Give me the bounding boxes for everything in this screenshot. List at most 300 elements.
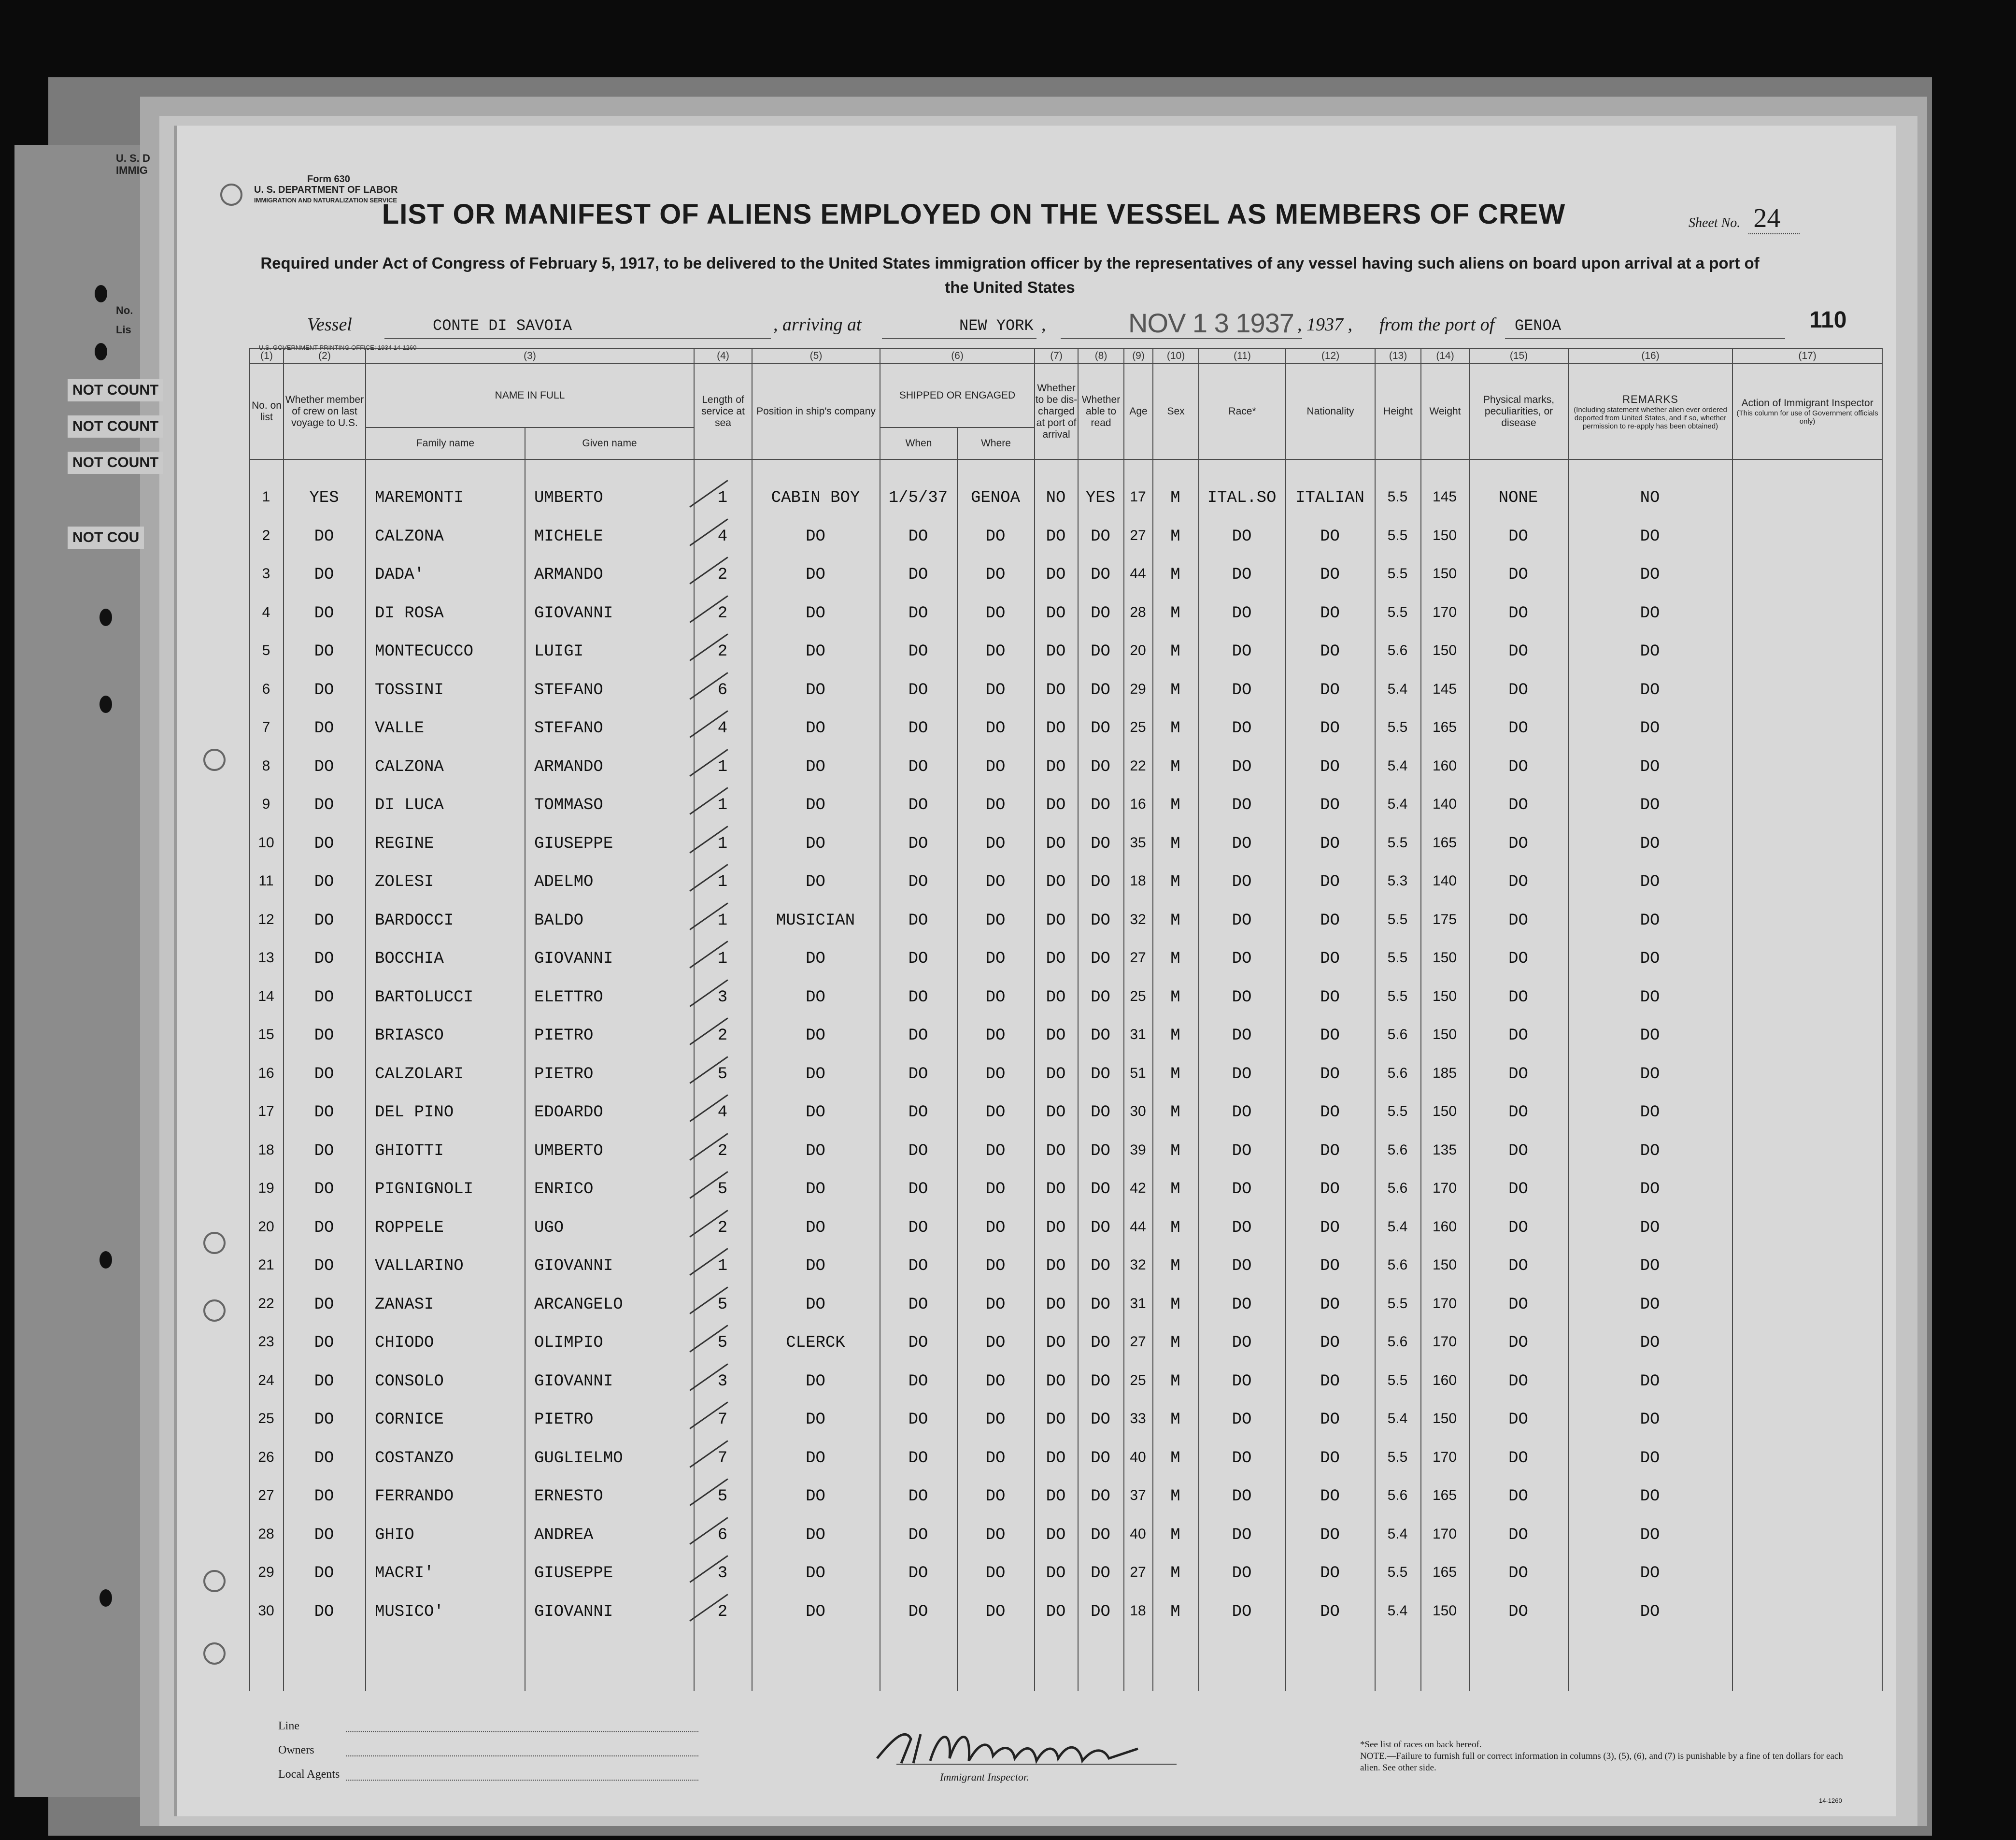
cell-nat: ITALIAN (1295, 489, 1364, 507)
cell-last: DO (314, 1257, 334, 1275)
cell-position: DO (806, 1602, 825, 1621)
cell-sex: M (1170, 566, 1180, 584)
cell-marks: DO (1508, 1103, 1528, 1122)
cell-race: DO (1232, 1334, 1252, 1352)
cell-when: DO (908, 1334, 928, 1352)
cell-sex: M (1170, 1411, 1180, 1429)
cell-race: DO (1232, 1295, 1252, 1314)
cell-age: 18 (1130, 1602, 1146, 1619)
cell-discharge: DO (1046, 1372, 1066, 1391)
cell-when: DO (908, 1180, 928, 1198)
cell-age: 22 (1130, 757, 1146, 774)
cell-where: DO (985, 1027, 1006, 1045)
cell-given: GUGLIELMO (534, 1449, 623, 1468)
col-header-where: Where (957, 428, 1035, 459)
cell-service: 4 (717, 1103, 728, 1122)
cell-marks: DO (1508, 796, 1528, 814)
cell-read: DO (1091, 1602, 1110, 1621)
cell-last: DO (314, 1218, 334, 1237)
col-header-shipped: SHIPPED OR ENGAGED (880, 364, 1035, 428)
col-9-number: (9) (1124, 348, 1153, 364)
cell-read: DO (1091, 527, 1110, 546)
cell-remarks: DO (1640, 873, 1660, 891)
cell-family: FERRANDO (375, 1487, 454, 1506)
cell-where: DO (985, 566, 1006, 584)
cell-marks: DO (1508, 1487, 1528, 1506)
col-13-number: (13) (1375, 348, 1421, 364)
col-header-nationality: Nationality (1286, 364, 1375, 459)
cell-position: DO (806, 1372, 825, 1391)
cell-nat: DO (1320, 1526, 1340, 1544)
cell-service: 4 (717, 719, 728, 738)
cell-service: 1 (717, 757, 728, 776)
table-row (249, 867, 1858, 896)
underline (1061, 338, 1302, 339)
cell-where: DO (985, 1257, 1006, 1275)
cell-given: GIOVANNI (534, 1257, 613, 1275)
cell-weight: 150 (1432, 642, 1457, 658)
cell-no: 8 (262, 757, 270, 774)
cell-when: DO (908, 1103, 928, 1122)
cell-age: 42 (1130, 1180, 1146, 1196)
cell-nat: DO (1320, 1065, 1340, 1084)
table-row (249, 1482, 1858, 1511)
cell-age: 18 (1130, 873, 1146, 889)
cell-given: TOMMASO (534, 796, 603, 814)
page-subtitle: Required under Act of Congress of February 5, 1917, to be delivered to the United States immigration officer by the representatives of any vessel having such aliens on board upon arrival at a port of the United States (260, 254, 1760, 296)
cell-nat: DO (1320, 527, 1340, 546)
cell-no: 28 (258, 1526, 274, 1542)
side-page-text: No. (116, 304, 133, 316)
cell-position: DO (806, 1411, 825, 1429)
cell-family: GHIOTTI (375, 1141, 444, 1160)
cell-where: DO (985, 1411, 1006, 1429)
cell-when: DO (908, 873, 928, 891)
cell-weight: 165 (1432, 1487, 1457, 1503)
cell-race: DO (1232, 988, 1252, 1007)
col-header-inspector-action (1732, 364, 1882, 459)
cell-last: DO (314, 1564, 334, 1583)
cell-remarks: DO (1640, 1065, 1660, 1084)
cell-given: STEFANO (534, 681, 603, 699)
cell-sex: M (1170, 950, 1180, 968)
cell-nat: DO (1320, 834, 1340, 853)
cell-marks: DO (1508, 834, 1528, 853)
cell-remarks: NO (1640, 489, 1660, 507)
table-row (249, 1059, 1858, 1088)
cell-service: 1 (717, 796, 728, 814)
cell-nat: DO (1320, 950, 1340, 968)
cell-age: 40 (1130, 1526, 1146, 1542)
cell-sex: M (1170, 1487, 1180, 1506)
cell-family: CORNICE (375, 1411, 444, 1429)
cell-given: MICHELE (534, 527, 603, 546)
cell-family: REGINE (375, 834, 434, 853)
cell-discharge: DO (1046, 566, 1066, 584)
cell-race: DO (1232, 1564, 1252, 1583)
col-16-number: (16) (1568, 348, 1732, 364)
cell-read: DO (1091, 1526, 1110, 1544)
cell-discharge: DO (1046, 1180, 1066, 1198)
cell-where: DO (985, 1103, 1006, 1122)
cell-marks: DO (1508, 911, 1528, 930)
cell-last: DO (314, 1372, 334, 1391)
cell-family: DEL PINO (375, 1103, 454, 1122)
cell-when: DO (908, 834, 928, 853)
cell-given: ARMANDO (534, 757, 603, 776)
cell-height: 5.6 (1387, 642, 1408, 658)
col-header-weight: Weight (1421, 364, 1469, 459)
cell-age: 16 (1130, 796, 1146, 812)
date-stamp: NOV 1 3 1937 (1128, 308, 1294, 338)
cell-discharge: DO (1046, 527, 1066, 546)
cell-sex: M (1170, 1257, 1180, 1275)
cell-sex: M (1170, 1449, 1180, 1468)
cell-last: DO (314, 757, 334, 776)
cell-remarks: DO (1640, 681, 1660, 699)
cell-age: 32 (1130, 1257, 1146, 1273)
col-7-number: (7) (1035, 348, 1078, 364)
cell-height: 5.5 (1387, 911, 1408, 927)
cell-height: 5.5 (1387, 1449, 1408, 1465)
not-counted-stamp: NOT COUNT (68, 379, 163, 401)
cell-given: ADELMO (534, 873, 594, 891)
cell-race: DO (1232, 1180, 1252, 1198)
cell-where: DO (985, 1065, 1006, 1084)
cell-weight: 145 (1432, 681, 1457, 697)
cell-remarks: DO (1640, 1564, 1660, 1583)
cell-nat: DO (1320, 1372, 1340, 1391)
cell-where: DO (985, 1602, 1006, 1621)
table-row (249, 1098, 1858, 1127)
cell-nat: DO (1320, 604, 1340, 623)
cell-marks: DO (1508, 1257, 1528, 1275)
cell-race: DO (1232, 1141, 1252, 1160)
cell-discharge: DO (1046, 873, 1066, 891)
cell-height: 5.6 (1387, 1334, 1408, 1350)
cell-given: GIOVANNI (534, 950, 613, 968)
cell-read: DO (1091, 757, 1110, 776)
col-header-height: Height (1375, 364, 1421, 459)
cell-remarks: DO (1640, 988, 1660, 1007)
cell-nat: DO (1320, 1334, 1340, 1352)
table-row (249, 1558, 1858, 1587)
cell-given: PIETRO (534, 1027, 594, 1045)
cell-marks: DO (1508, 1180, 1528, 1198)
cell-service: 2 (717, 1141, 728, 1160)
cell-remarks: DO (1640, 1218, 1660, 1237)
cell-sex: M (1170, 988, 1180, 1007)
not-counted-stamp: NOT COU (68, 527, 144, 549)
cell-where: DO (985, 834, 1006, 853)
cell-weight: 170 (1432, 1449, 1457, 1465)
cell-weight: 185 (1432, 1065, 1457, 1081)
cell-nat: DO (1320, 681, 1340, 699)
cell-weight: 145 (1432, 489, 1457, 505)
cell-nat: DO (1320, 719, 1340, 738)
cell-marks: DO (1508, 604, 1528, 623)
cell-when: DO (908, 911, 928, 930)
cell-no: 9 (262, 796, 270, 812)
cell-remarks: DO (1640, 566, 1660, 584)
cell-weight: 150 (1432, 527, 1457, 543)
cell-service: 5 (717, 1295, 728, 1314)
col-header-service: Length of service at sea (694, 364, 752, 459)
cell-remarks: DO (1640, 527, 1660, 546)
cell-height: 5.5 (1387, 566, 1408, 582)
cell-when: DO (908, 1564, 928, 1583)
cell-race: DO (1232, 1449, 1252, 1468)
side-page-text: U. S. D (116, 152, 150, 164)
cell-race: DO (1232, 1411, 1252, 1429)
cell-nat: DO (1320, 1295, 1340, 1314)
cell-weight: 170 (1432, 1295, 1457, 1312)
cell-family: CALZONA (375, 757, 444, 776)
cell-last: DO (314, 527, 334, 546)
cell-marks: DO (1508, 642, 1528, 661)
cell-read: DO (1091, 604, 1110, 623)
table-row (249, 483, 1858, 512)
cell-service: 2 (717, 642, 728, 661)
cell-last: DO (314, 1449, 334, 1468)
cell-position: DO (806, 1449, 825, 1468)
table-row (249, 713, 1858, 742)
cell-position: DO (806, 527, 825, 546)
cell-discharge: DO (1046, 1602, 1066, 1621)
col-11-number: (11) (1199, 348, 1286, 364)
underline (882, 338, 1036, 339)
cell-family: CALZONA (375, 527, 444, 546)
cell-height: 5.6 (1387, 1065, 1408, 1081)
cell-service: 6 (717, 681, 728, 699)
side-page-text: IMMIG (116, 164, 148, 176)
cell-discharge: DO (1046, 1334, 1066, 1352)
inspector-signature (867, 1720, 1206, 1768)
cell-when: DO (908, 1487, 928, 1506)
cell-discharge: DO (1046, 796, 1066, 814)
table-row (249, 599, 1858, 628)
cell-where: GENOA (970, 489, 1021, 507)
cell-family: MACRI' (375, 1564, 434, 1583)
cell-position: DO (806, 566, 825, 584)
cell-discharge: DO (1046, 1526, 1066, 1544)
cell-service: 1 (717, 834, 728, 853)
cell-age: 20 (1130, 642, 1146, 658)
cell-discharge: DO (1046, 1487, 1066, 1506)
cell-no: 18 (258, 1141, 274, 1158)
cell-family: COSTANZO (375, 1449, 454, 1468)
cell-nat: DO (1320, 796, 1340, 814)
cell-last: DO (314, 834, 334, 853)
cell-where: DO (985, 1295, 1006, 1314)
cell-read: DO (1091, 1027, 1110, 1045)
cell-last: DO (314, 681, 334, 699)
cell-sex: M (1170, 1602, 1180, 1621)
cell-where: DO (985, 1180, 1006, 1198)
cell-given: STEFANO (534, 719, 603, 738)
cell-service: 1 (717, 873, 728, 891)
cell-height: 5.6 (1387, 1027, 1408, 1042)
cell-weight: 175 (1432, 911, 1457, 927)
cell-age: 35 (1130, 834, 1146, 851)
cell-remarks: DO (1640, 1257, 1660, 1275)
col-15-number: (15) (1469, 348, 1568, 364)
cell-marks: DO (1508, 1141, 1528, 1160)
cell-weight: 165 (1432, 1564, 1457, 1580)
cell-race: DO (1232, 604, 1252, 623)
cell-given: ARCANGELO (534, 1295, 623, 1314)
cell-last: DO (314, 1526, 334, 1544)
cell-discharge: NO (1046, 489, 1066, 507)
cell-read: DO (1091, 1487, 1110, 1506)
cell-no: 12 (258, 911, 274, 927)
cell-height: 5.6 (1387, 1141, 1408, 1158)
cell-age: 27 (1130, 1334, 1146, 1350)
cell-family: CONSOLO (375, 1372, 444, 1391)
remarks-title: REMARKS (1622, 393, 1678, 405)
table-row (249, 1251, 1858, 1280)
cell-weight: 165 (1432, 834, 1457, 851)
cell-marks: DO (1508, 1449, 1528, 1468)
cell-where: DO (985, 642, 1006, 661)
cell-no: 27 (258, 1487, 274, 1503)
col-17-number: (17) (1732, 348, 1882, 364)
cell-marks: DO (1508, 1065, 1528, 1084)
cell-given: BALDO (534, 911, 584, 930)
cell-race: DO (1232, 1602, 1252, 1621)
cell-height: 5.4 (1387, 1411, 1408, 1426)
cell-age: 27 (1130, 527, 1146, 543)
cell-discharge: DO (1046, 719, 1066, 738)
cell-last: DO (314, 1602, 334, 1621)
cell-nat: DO (1320, 1103, 1340, 1122)
cell-service: 3 (717, 988, 728, 1007)
cell-when: DO (908, 988, 928, 1007)
side-page-text: Lis (116, 324, 131, 336)
col-header-remarks (1568, 364, 1732, 459)
col-header-sex: Sex (1153, 364, 1199, 459)
cell-height: 5.4 (1387, 1602, 1408, 1619)
cell-service: 1 (717, 950, 728, 968)
cell-discharge: DO (1046, 642, 1066, 661)
line-label: Line (278, 1720, 299, 1732)
page-title: LIST OR MANIFEST OF ALIENS EMPLOYED ON THE VESSEL AS MEMBERS OF CREW (382, 199, 1566, 230)
cell-family: DADA' (375, 566, 425, 584)
punch-hole (99, 696, 112, 713)
form-number: Form 630 (307, 174, 350, 185)
cell-read: DO (1091, 1564, 1110, 1583)
cell-age: 39 (1130, 1141, 1146, 1158)
cell-discharge: DO (1046, 1141, 1066, 1160)
cell-no: 19 (258, 1180, 274, 1196)
cell-when: 1/5/37 (888, 489, 948, 507)
cell-family: ROPPELE (375, 1218, 444, 1237)
cell-where: DO (985, 950, 1006, 968)
cell-sex: M (1170, 489, 1180, 507)
cell-service: 3 (717, 1372, 728, 1391)
cell-no: 4 (262, 604, 270, 620)
manifest-sheet (174, 126, 1896, 1816)
cell-no: 16 (258, 1065, 274, 1081)
cell-discharge: DO (1046, 1027, 1066, 1045)
cell-sex: M (1170, 1141, 1180, 1160)
cell-last: DO (314, 911, 334, 930)
col-header-position: Position in ship's company (752, 364, 880, 459)
punch-hole (99, 609, 112, 626)
cell-nat: DO (1320, 1564, 1340, 1583)
cell-service: 1 (717, 911, 728, 930)
col-4-number: (4) (694, 348, 752, 364)
sheet-number-label: Sheet No. (1689, 215, 1741, 230)
table-row (249, 983, 1858, 1012)
cell-discharge: DO (1046, 834, 1066, 853)
inspector-action-title: Action of Immigrant Inspector (1741, 398, 1874, 409)
cell-weight: 160 (1432, 757, 1457, 774)
cell-remarks: DO (1640, 1487, 1660, 1506)
cell-when: DO (908, 1602, 928, 1621)
cell-where: DO (985, 1141, 1006, 1160)
cell-remarks: DO (1640, 719, 1660, 738)
cell-no: 21 (258, 1257, 274, 1273)
cell-last: DO (314, 604, 334, 623)
table-row (249, 1290, 1858, 1319)
cell-height: 5.4 (1387, 1526, 1408, 1542)
cell-read: DO (1091, 834, 1110, 853)
cell-no: 5 (262, 642, 270, 658)
from-port-label: from the port of (1379, 314, 1495, 335)
cell-weight: 160 (1432, 1372, 1457, 1388)
cell-sex: M (1170, 757, 1180, 776)
cell-nat: DO (1320, 911, 1340, 930)
cell-sex: M (1170, 1564, 1180, 1583)
cell-race: DO (1232, 681, 1252, 699)
inspector-label: Immigrant Inspector. (940, 1771, 1029, 1783)
cell-last: YES (309, 489, 339, 507)
cell-marks: DO (1508, 1372, 1528, 1391)
cell-family: BARDOCCI (375, 911, 454, 930)
table-row (249, 1021, 1858, 1050)
cell-family: GHIO (375, 1526, 414, 1544)
cell-discharge: DO (1046, 1218, 1066, 1237)
cell-age: 30 (1130, 1103, 1146, 1119)
cell-where: DO (985, 1449, 1006, 1468)
cell-age: 31 (1130, 1295, 1146, 1312)
cell-where: DO (985, 911, 1006, 930)
cell-remarks: DO (1640, 1180, 1660, 1198)
cell-weight: 150 (1432, 566, 1457, 582)
cell-nat: DO (1320, 1218, 1340, 1237)
cell-service: 7 (717, 1449, 728, 1468)
cell-sex: M (1170, 642, 1180, 661)
cell-discharge: DO (1046, 1564, 1066, 1583)
cell-race: DO (1232, 1257, 1252, 1275)
table-row (249, 1597, 1858, 1626)
cell-nat: DO (1320, 873, 1340, 891)
cell-when: DO (908, 1295, 928, 1314)
cell-read: DO (1091, 1411, 1110, 1429)
cell-marks: NONE (1498, 489, 1538, 507)
cell-service: 4 (717, 527, 728, 546)
cell-last: DO (314, 1065, 334, 1084)
cell-family: BRIASCO (375, 1027, 444, 1045)
cell-race: DO (1232, 1027, 1252, 1045)
cell-no: 15 (258, 1027, 274, 1042)
cell-when: DO (908, 681, 928, 699)
cell-position: DO (806, 642, 825, 661)
cell-height: 5.4 (1387, 796, 1408, 812)
cell-no: 26 (258, 1449, 274, 1465)
cell-service: 2 (717, 1218, 728, 1237)
